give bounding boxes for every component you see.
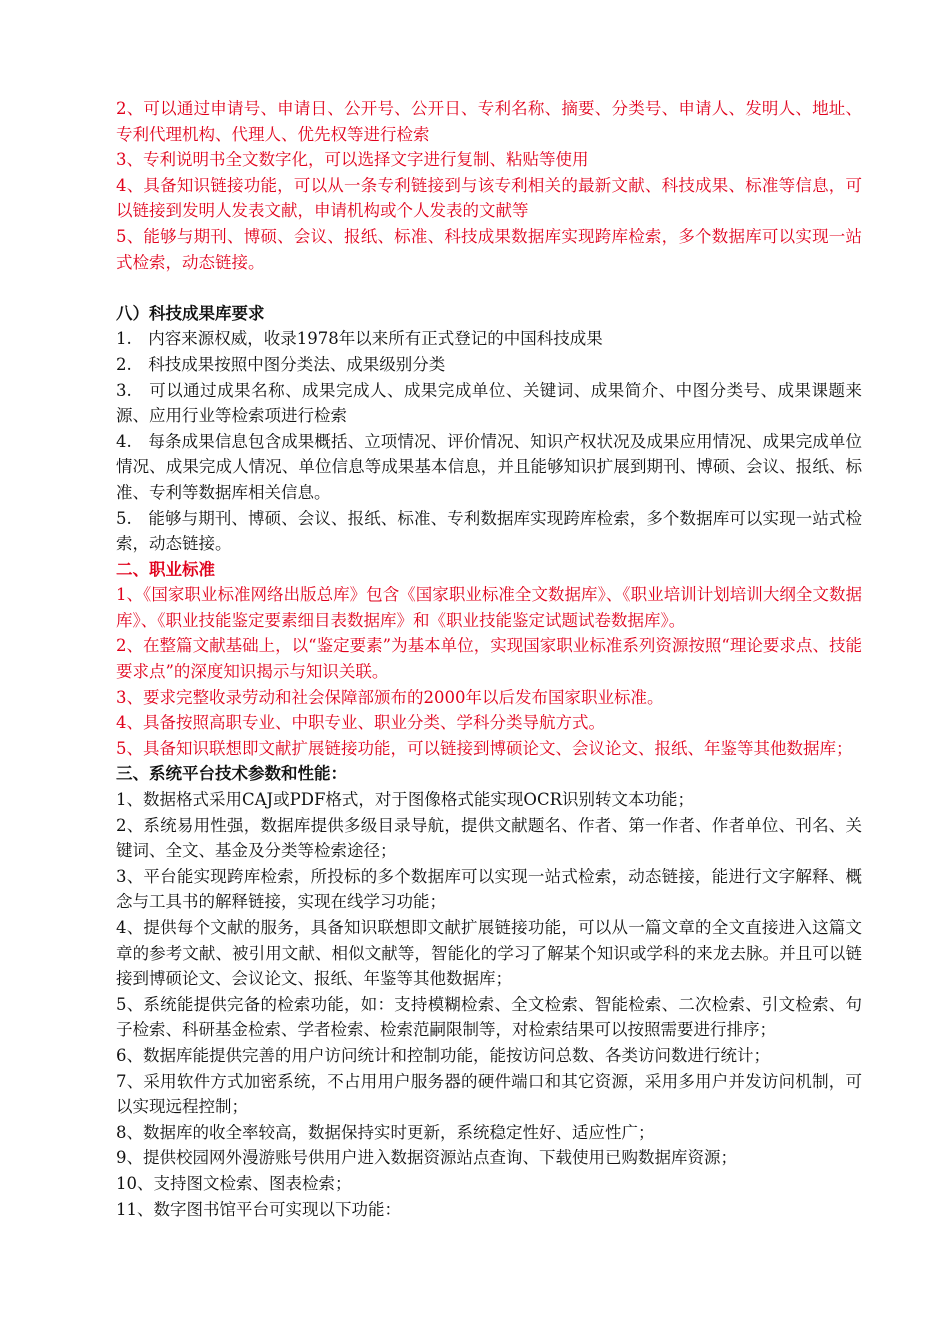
list-item: 7、采用软件方式加密系统，不占用用户服务器的硬件端口和其它资源，采用多用户并发访问机制，可以实现远程控制； — [116, 1071, 862, 1117]
document-page — [116, 96, 862, 1222]
patent-requirements — [116, 96, 862, 275]
list-item: 4. 每条成果信息包含成果概括、立项情况、评价情况、知识产权状况及成果应用情况、成果完成单位情况、成果完成人情况、单位信息等成果基本信息，并且能够知识扩展到期刊、博硕、会议、报纸、标准、专利等数据库相关信息。 — [116, 431, 862, 502]
list-item: 11、数字图书馆平台可实现以下功能： — [116, 1199, 401, 1219]
list-item: 5. 能够与期刊、博硕、会议、报纸、标准、专利数据库实现跨库检索，多个数据库可以实现一站式检索，动态链接。 — [116, 508, 862, 554]
list-item: 5、能够与期刊、博硕、会议、报纸、标准、科技成果数据库实现跨库检索，多个数据库可以实现一站式检索，动态链接。 — [116, 226, 862, 272]
list-item: 3、平台能实现跨库检索，所投标的多个数据库可以实现一站式检索，动态链接，能进行文字解释、概念与工具书的解释链接，实现在线学习功能； — [116, 866, 862, 912]
blank-line — [116, 275, 862, 301]
vocational-standards — [116, 557, 862, 762]
list-item: 10、支持图文检索、图表检索； — [116, 1173, 352, 1193]
list-item: 1、《国家职业标准网络出版总库》包含《国家职业标准全文数据库》、《职业培训计划培训大纲全文数据库》、《职业技能鉴定要素细目表数据库》和《职业技能鉴定试题试卷数据库》。 — [116, 585, 862, 630]
list-item: 3、要求完整收录劳动和社会保障部颁布的2000年以后发布国家职业标准。 — [116, 687, 664, 707]
list-item: 4、具备知识链接功能，可以从一条专利链接到与该专利相关的最新文献、科技成果、标准等信息，可以链接到发明人发表文献，申请机构或个人发表的文献等 — [116, 175, 862, 221]
list-item: 9、提供校园网外漫游账号供用户进入数据资源站点查询、下载使用已购数据库资源； — [116, 1148, 737, 1168]
achievements-requirements — [116, 301, 862, 557]
list-item: 4、提供每个文献的服务，具备知识联想即文献扩展链接功能，可以从一篇文章的全文直接进入这篇文章的参考文献、被引用文献、相似文献等，智能化的学习了解某个知识或学科的来龙去脉。并且可以链接到博硕论文、会议论文、报纸、年鉴等其他数据库； — [116, 918, 862, 989]
list-item: 1. 内容来源权威，收录1978年以来所有正式登记的中国科技成果 — [116, 329, 603, 349]
list-item: 2. 科技成果按照中图分类法、成果级别分类 — [116, 354, 446, 374]
list-item: 2、在整篇文献基础上，以“鉴定要素”为基本单位，实现国家职业标准系列资源按照“理论要求点、技能要求点”的深度知识揭示与知识关联。 — [116, 636, 862, 682]
list-item: 3、专利说明书全文数字化，可以选择文字进行复制、粘贴等使用 — [116, 150, 589, 170]
list-item: 2、可以通过申请号、申请日、公开号、公开日、专利名称、摘要、分类号、申请人、发明人、地址、专利代理机构、代理人、优先权等进行检索 — [116, 99, 862, 144]
list-item: 5、系统能提供完备的检索功能，如：支持模糊检索、全文检索、智能检索、二次检索、引文检索、句子检索、科研基金检索、学者检索、检索范嗣限制等，对检索结果可以按照需要进行排序； — [116, 994, 862, 1040]
list-item: 1、数据格式采用CAJ或PDF格式，对于图像格式能实现OCR识别转文本功能； — [116, 790, 695, 810]
section-heading: 八）科技成果库要求 — [116, 303, 265, 323]
section-heading: 二、职业标准 — [116, 559, 215, 579]
list-item: 8、数据库的收全率较高，数据保持实时更新，系统稳定性好、适应性广； — [116, 1122, 655, 1142]
list-item: 2、系统易用性强，数据库提供多级目录导航，提供文献题名、作者、第一作者、作者单位、刊名、关键词、全文、基金及分类等检索途径； — [116, 815, 862, 861]
list-item: 3. 可以通过成果名称、成果完成人、成果完成单位、关键词、成果简介、中图分类号、成果课题来源、应用行业等检索项进行检索 — [116, 380, 862, 426]
list-item: 4、具备按照高职专业、中职专业、职业分类、学科分类导航方式。 — [116, 713, 605, 733]
platform-parameters — [116, 761, 862, 1222]
list-item: 5、具备知识联想即文献扩展链接功能，可以链接到博硕论文、会议论文、报纸、年鉴等其他数据库； — [116, 738, 853, 758]
list-item: 6、数据库能提供完善的用户访问统计和控制功能，能按访问总数、各类访问数进行统计； — [116, 1045, 770, 1065]
section-heading: 三、系统平台技术参数和性能： — [116, 764, 347, 784]
